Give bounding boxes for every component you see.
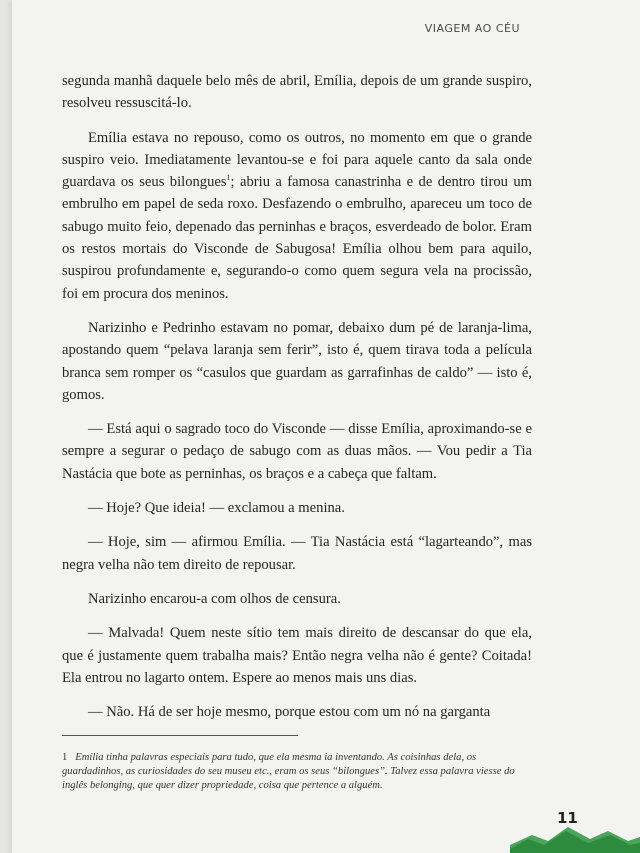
- book-page: [12, 0, 640, 853]
- running-header: VIAGEM AO CÉU: [424, 22, 520, 35]
- footnote: [62, 751, 532, 793]
- paragraph: Narizinho e Pedrinho estavam no pomar, debaixo dum pé de laranja-lima, apostando quem “pelava laranja sem ferir”, isto é, quem tirava toda a película branca sem romper os “casulos que guardam as garrafinhas de caldo” — isto é, gomos.: [62, 319, 532, 403]
- paragraph: — Hoje, sim — afirmou Emília. — Tia Nastácia está “lagarteando”, mas negra velha não tem direito de repousar.: [62, 534, 532, 573]
- paragraph: — Malvada! Quem neste sítio tem mais direito de descansar do que ela, que é justamente quem trabalha mais? Então negra velha não é gente? Coitada! Ela entrou no lagarto ontem. Espere ao menos mais uns dias.: [62, 625, 532, 686]
- paragraph: Narizinho encarou-a com olhos de censura.: [88, 590, 341, 607]
- body-text: [62, 70, 532, 735]
- paragraph: — Hoje? Que ideia! — exclamou a menina.: [88, 500, 345, 517]
- mountain-decoration-icon: [510, 823, 640, 853]
- paragraph: segunda manhã daquele belo mês de abril, Emília, depois de um grande suspiro, resolveu ressuscitá-lo.: [62, 73, 532, 112]
- page-number: 11: [557, 809, 578, 827]
- paragraph: — Está aqui o sagrado toco do Visconde — disse Emília, aproximando-se e sempre a segurar o pedaço de sabugo com as duas mãos. — Vou pedir a Tia Nastácia que bote as perninhas, os braços e a cabeça que faltam.: [62, 421, 532, 482]
- paragraph: Emília estava no repouso, como os outros, no momento em que o grande suspiro veio. Imediatamente levantou-se e foi para aquele canto da sala onde guardava os seus bilongues$^1$; abriu a famosa canastrinha e de dentro tirou um embrulho em papel de seda roxo. Desfazendo o embrulho, apareceu um toco de sabugo muito feio, depenado das perninhas e braços, esverdeado de bolor. Eram os restos mortais do Visconde de Sabugosa! Emília olhou bem para aquilo, suspirou profundamente e, segurando-o como quem segura vela na procissão, foi em procura dos meninos.: [62, 129, 532, 302]
- paragraph: — Não. Há de ser hoje mesmo, porque estou com um nó na garganta: [88, 704, 491, 721]
- footnote-number: 1: [62, 752, 68, 763]
- footnote-text: Emília tinha palavras especiais para tudo, que ela mesma ia inventando. As coisinhas dela, os guardadinhos, as curiosidades do seu museu etc., eram os seus “bilongues”. Talvez essa palavra viesse do inglês belonging, que quer dizer propriedade, coisa que pertence a alguém.: [62, 752, 515, 791]
- footnote-divider: [62, 735, 298, 736]
- footnote-reference: 1: [226, 173, 231, 183]
